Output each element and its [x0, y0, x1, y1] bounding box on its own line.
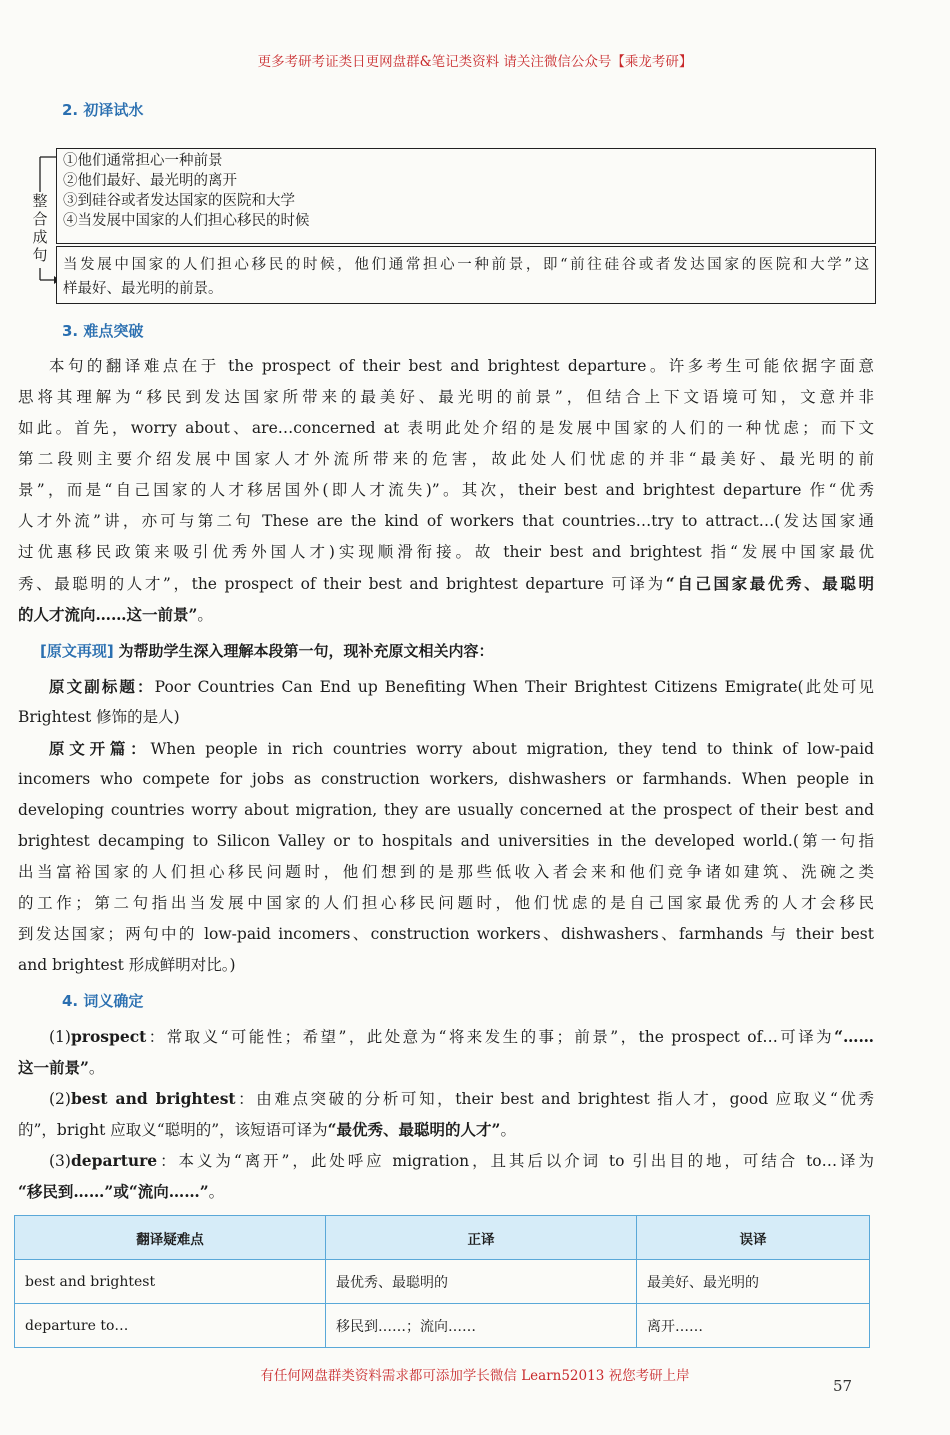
word-meaning-list: (1)prospect：常取义“可能性；希望”，此处意为“将来发生的事；前景”，the prospect of…可译为“…… 这一前景”。 (2)best and brightest：由难点突破的分析可知，their best and brightest 指人才，good 应取义“优秀 的”，bright 应取义“聪明的”，该短语可译为“最优秀、最聪明的人才”。 (3)departure：本义为“离开”，此处呼应 migration，且其后以介词 to 引出目的地，可结合 to…译为 “移民到……”或“流向……”。 — [18, 1021, 874, 1207]
word-item-departure: (3)departure：本义为“离开”，此处呼应 migration，且其后以介词 to 引出目的地，可结合 to…译为 — [49, 1151, 874, 1170]
word-item-best-brightest: (2)best and brightest：由难点突破的分析可知，their best and brightest 指人才，good 应取义“优秀 — [49, 1089, 874, 1108]
col-header-difficulty: 翻译疑难点 — [15, 1216, 326, 1260]
header-banner: 更多考研考证类日更网盘群&笔记类资料 请关注微信公众号【乘龙考研】 — [257, 54, 693, 70]
table-header-row — [15, 1216, 870, 1260]
fragment-4: ④当发展中国家的人们担心移民的时候 — [63, 213, 310, 229]
combined-sentence-box — [56, 246, 876, 304]
fragment-1: ①他们通常担心一种前景 — [63, 153, 223, 169]
fragment-3: ③到硅谷或者发达国家的医院和大学 — [63, 193, 295, 209]
page-number: 57 — [833, 1377, 853, 1395]
combined-line-1: 当发展中国家的人们担心移民的时候，他们通常担心一种前景，即“前往硅谷或者发达国家的医院和大学”这 — [63, 257, 869, 273]
word-item-prospect: (1)prospect：常取义“可能性；希望”，此处意为“将来发生的事；前景”，the prospect of…可译为“…… — [49, 1027, 874, 1046]
col-header-correct: 正译 — [326, 1216, 637, 1260]
translation-table — [14, 1215, 870, 1348]
difficulty-paragraph: 本句的翻译难点在于 the prospect of their best and brightest departure。许多考生可能依据字面意 思将其理解为“移民到发达国家所带来的最美好、最光明的前景”，但结合上下文语境可知，文意并非 如此。首先，worry about、are…concerned at 表明此处介绍的是发展中国家的人们的一种忧虑；而下文 第二段则主要介绍发展中国家人才外流所带来的危害，故此处人们忧虑的并非“最美好、最光明的前 景”，而是“自己国家的人才移居国外(即人才流失)”。其次，their best and brightest departure 作“优秀 人才外流”讲，亦可与第二句 These are the kind of workers that countries…try to attract…(发达国家通 过优惠移民政策来吸引优秀外国人才)实现顺滑衔接。故 their best and brightest 指“发展中国家最优 秀、最聪明的人才”，the prospect of their best and brightest departure 可译为“自己国家最优秀、最聪明 的人才流向……这一前景”。 — [18, 357, 874, 624]
footer-banner: 有任何网盘群类资料需求都可添加学长微信 Learn52013 祝您考研上岸 — [260, 1368, 690, 1384]
table-row: departure to… 移民到……；流向…… 离开…… — [15, 1304, 870, 1348]
section-4-title: 4. 词义确定 — [62, 992, 144, 1010]
section-3-title: 3. 难点突破 — [62, 322, 144, 340]
original-text-tag: [原文再现] — [40, 642, 114, 660]
original-text-intro: [原文再现] 为帮助学生深入理解本段第一句，现补充原文相关内容： — [40, 642, 494, 660]
fragment-2: ②他们最好、最光明的离开 — [63, 173, 237, 189]
merge-label: 整 合 成 句 — [32, 192, 48, 264]
table-row: best and brightest 最优秀、最聪明的 最美好、最光明的 — [15, 1260, 870, 1304]
fragments-box — [56, 148, 876, 244]
col-header-wrong: 误译 — [637, 1216, 870, 1260]
section-2-title: 2. 初译试水 — [62, 101, 144, 119]
original-subtitle: 原文副标题：Poor Countries Can End up Benefiting When Their Brightest Citizens Emigrate(此处可见 Brightest 修饰的是人) — [18, 677, 874, 726]
original-opening: 原文开篇：When people in rich countries worry about migration, they tend to think of low-paid incomers who compete for jobs as construction workers, dishwashers or farmhands. When people in developing countries worry about migration, they are usually concerned at the prospect of their best and brightest decamping to Silicon Valley or to hospitals and universities in the developed world.(第一句指 出当富裕国家的人们担心移民问题时，他们想到的是那些低收入者会来和他们竞争诸如建筑、洗碗之类 的工作；第二句指出当发展中国家的人们担心移民问题时，他们忧虑的是自己国家最优秀的人才会移民 到发达国家；两句中的 low-paid incomers、construction workers、dishwashers、farmhands 与 their best and brightest 形成鲜明对比。) — [18, 739, 874, 974]
combined-line-2: 样最好、最光明的前景。 — [63, 281, 223, 297]
